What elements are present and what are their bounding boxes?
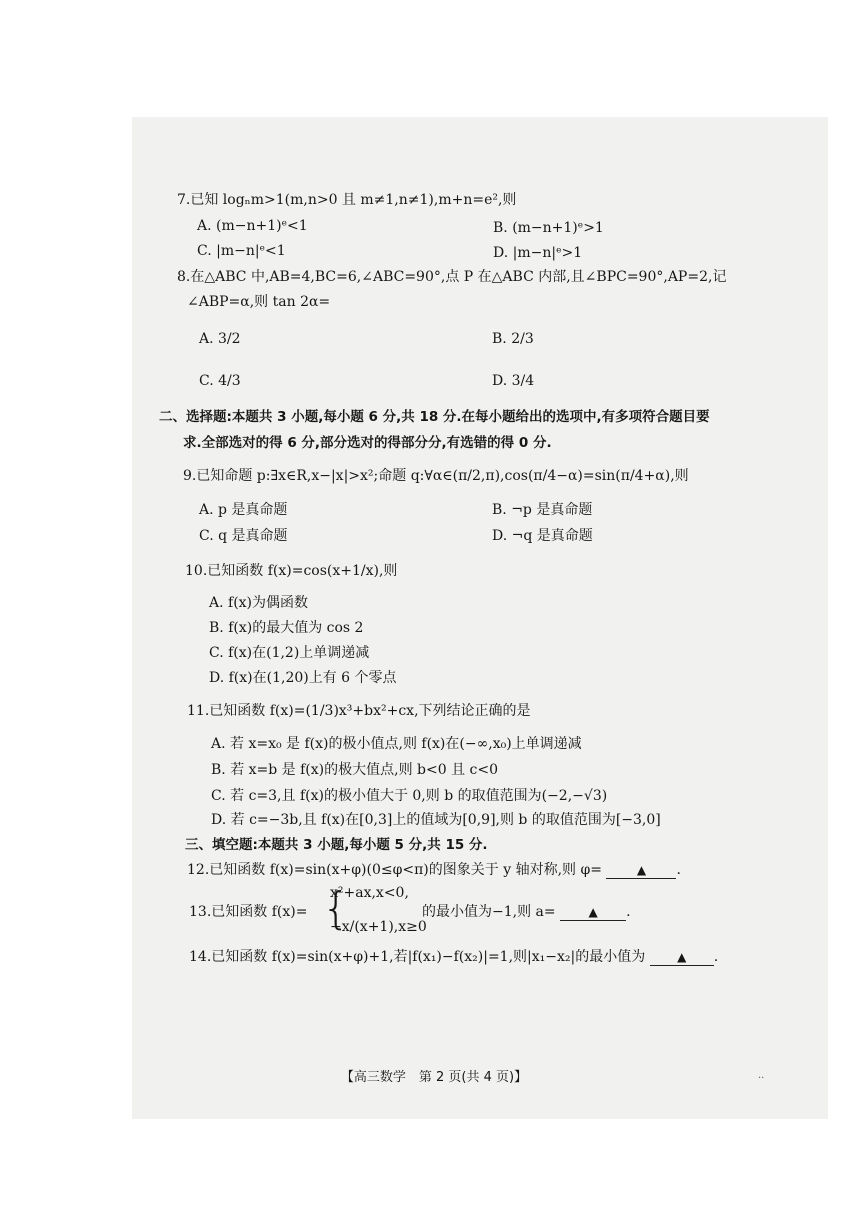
q7-option-d: D. |m−n|ᵉ>1 <box>493 245 583 261</box>
q9-stem: 9.已知命题 p:∃x∈R,x−|x|>x²;命题 q:∀α∈(π/2,π),cos(π/4−α)=sin(π/4+α),则 <box>183 468 689 484</box>
q7-option-a: A. (m−n+1)ᵉ<1 <box>197 218 308 234</box>
q14-line <box>189 948 718 966</box>
q13-case2: −x/(x+1),x≥0 <box>330 919 427 935</box>
q9-option-d: D. ¬q 是真命题 <box>492 528 593 544</box>
q9-option-a: A. p 是真命题 <box>199 502 288 518</box>
q8-option-c: C. 4/3 <box>199 373 241 389</box>
q13-answer-blank[interactable] <box>560 904 626 921</box>
q10-stem: 10.已知函数 f(x)=cos(x+1/x),则 <box>185 563 398 579</box>
q10-option-a: A. f(x)为偶函数 <box>209 595 309 611</box>
q11-option-c: C. 若 c=3,且 f(x)的极小值大于 0,则 b 的取值范围为(−2,−√3) <box>211 788 608 804</box>
q10-option-c: C. f(x)在(1,2)上单调递减 <box>209 645 370 661</box>
q13-brace: { <box>322 883 350 934</box>
q13-suffix-line <box>422 903 631 921</box>
q13-prefix: 13.已知函数 f(x)= <box>189 904 308 920</box>
q12-stem: 12.已知函数 f(x)=sin(x+φ)(0≤φ<π)的图象关于 y 轴对称,则 φ= <box>187 862 603 878</box>
q14-answer-blank[interactable] <box>650 949 714 966</box>
q9-option-b: B. ¬p 是真命题 <box>492 502 593 518</box>
q12-end: . <box>676 862 681 878</box>
q13-case1: x²+ax,x<0, <box>330 885 409 901</box>
q7-stem: 7.已知 logₙm>1(m,n>0 且 m≠1,n≠1),m+n=e²,则 <box>177 192 517 208</box>
triangle-icon: ▲ <box>677 950 687 964</box>
q12-line <box>187 861 681 879</box>
q7-option-c: C. |m−n|ᵉ<1 <box>197 243 286 259</box>
section3-line1: 三、填空题:本题共 3 小题,每小题 5 分,共 15 分. <box>185 837 488 853</box>
q8-option-a: A. 3/2 <box>199 331 241 347</box>
q13-suffix: 的最小值为−1,则 a= <box>422 904 556 920</box>
q11-option-d: D. 若 c=−3b,且 f(x)在[0,3]上的值域为[0,9],则 b 的取值范围为[−3,0] <box>211 812 661 828</box>
q10-option-d: D. f(x)在(1,20)上有 6 个零点 <box>209 670 397 686</box>
q11-stem: 11.已知函数 f(x)=(1/3)x³+bx²+cx,下列结论正确的是 <box>187 703 531 719</box>
q10-option-b: B. f(x)的最大值为 cos 2 <box>209 620 364 636</box>
q8-option-d: D. 3/4 <box>492 373 535 389</box>
q11-option-a: A. 若 x=x₀ 是 f(x)的极小值点,则 f(x)在(−∞,x₀)上单调递减 <box>211 736 582 752</box>
section2-line1: 二、选择题:本题共 3 小题,每小题 6 分,共 18 分.在每小题给出的选项中,有多项符合题目要 <box>159 409 710 425</box>
page-footer: 【高三数学 第 2 页(共 4 页)】 <box>340 1070 528 1085</box>
q14-stem: 14.已知函数 f(x)=sin(x+φ)+1,若|f(x₁)−f(x₂)|=1,则|x₁−x₂|的最小值为 <box>189 949 646 965</box>
q11-option-b: B. 若 x=b 是 f(x)的极大值点,则 b<0 且 c<0 <box>211 762 499 778</box>
q12-answer-blank[interactable] <box>606 862 676 879</box>
q7-option-b: B. (m−n+1)ᵉ>1 <box>493 220 604 236</box>
q8-option-b: B. 2/3 <box>492 331 534 347</box>
triangle-icon: ▲ <box>588 905 598 919</box>
corner-mark: .. <box>758 1070 765 1081</box>
q8-stem-line1: 8.在△ABC 中,AB=4,BC=6,∠ABC=90°,点 P 在△ABC 内部,且∠BPC=90°,AP=2,记 <box>177 269 727 285</box>
triangle-icon: ▲ <box>636 863 647 877</box>
section2-line2: 求.全部选对的得 6 分,部分选对的得部分分,有选错的得 0 分. <box>183 435 552 451</box>
q8-stem-line2: ∠ABP=α,则 tan 2α= <box>187 294 331 310</box>
q9-option-c: C. q 是真命题 <box>199 528 288 544</box>
q13-end: . <box>626 904 631 920</box>
q14-end: . <box>713 949 719 965</box>
